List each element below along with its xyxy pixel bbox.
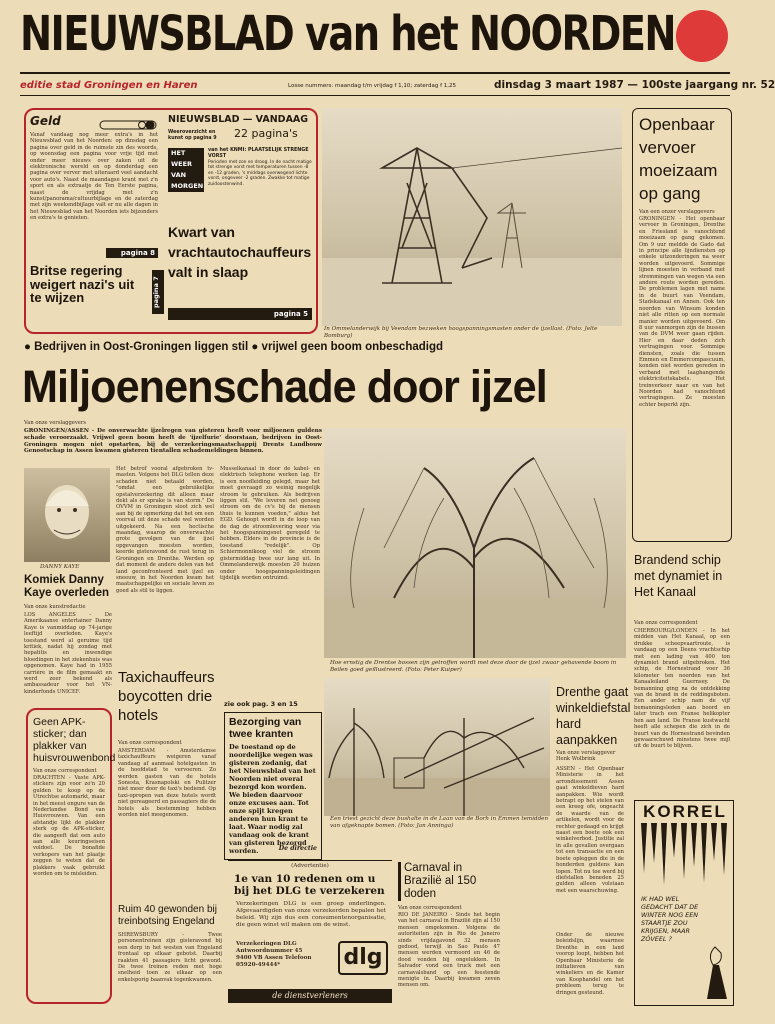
taxi-byline: Van onze correspondent	[118, 740, 182, 746]
carnaval-headline: Carnaval in Brazilië al 150 doden	[398, 862, 500, 901]
kwart-headline: Kwart van vrachtautochauffeurs valt in slaap	[168, 224, 312, 280]
vandaag-box	[168, 114, 312, 214]
apk-text: DRACHTEN - Vaste APK-stickers zijn voor zo'n 20 gulden te koop op de Utrechtse automarkt, maar in het meest ongure van de Nederlandse Bond van Huisvrouwen. Van een afstandje lijkt de plakker sterk op de APK-sticker, die aangeeft dat een auto aan alle keuringseisen voldoet. De bonafide verkopers van het plaatje zeggen te weten dat de plakkers vaak gebruikt worden om te misleiden.	[33, 775, 105, 878]
advert-address: Verzekeringen DLG Antwoordnummer 45 9400 VB Assen Telefoon 05920-49444*	[236, 941, 312, 968]
edition-label: editie stad Groningen en Haren	[20, 80, 198, 91]
pylon-illustration	[322, 108, 622, 326]
vandaag-logo-left: NIEUWSBLAD	[168, 114, 240, 125]
lower-photo-caption	[330, 816, 552, 830]
vandaag-logo-right: VANDAAG	[255, 114, 309, 125]
winkel-text: ASSEN - Het Openbaar Ministerie in het arrondissement Assen gaat winkeldieven hard aanpakken. Wie wordt betrapt op het stelen van een kreeg ofe, ongeacht de waarde van de artikelen, wordt voor de rechter gedaagd en krijgt naast een boete ook een winkelverbod. Justitie zal in alle gevallen overgaan tot een transactie en een boete opleggen die in de honderden guldens kan lopen. Tot nu toe werd bij diefstallen beneden 25 gulden alleen volstaan met een waarschuwing.	[556, 766, 624, 894]
masthead-title: NIEUWSBLAD van het NOORDEN	[20, 6, 675, 62]
taxi-text: AMSTERDAM - Amsterdamse taxichauffeurs weigeren vanaf vandaag af aanmaal hotelgasten in de hoofdstad te vervoeren. Zo werden gasten van de hotels Sonesta, Krasnapolski en Pulitzer niet meer door de taxi's bediend. Op taxi-opropen van deze hotels wordt niet gereageerd en passagiers die de hotels als bestemming hebben worden niet meegenomen.	[118, 748, 216, 819]
center-photo-caption	[330, 660, 626, 674]
taxi-ref[interactable]: zie ook pag. 3 en 15	[224, 700, 298, 708]
britse-page-ref: pagina 7	[152, 270, 164, 314]
advert-headline: 1e van 10 redenen om u bij het DLG te verzekeren	[234, 873, 385, 897]
red-sun-mark	[676, 10, 728, 62]
apk-headline: Geen APK-sticker; dan plakker van huisvrouwenbond	[33, 716, 116, 764]
top-caption-credit: (Foto: Jelte Bomburg)	[324, 326, 598, 339]
danny-photo	[24, 468, 110, 562]
advert-tag: (Advertentie)	[291, 863, 329, 869]
kicker-right: vrijwel geen boom onbeschadigd	[261, 341, 444, 353]
date-line: dinsdag 3 maart 1987 — 100ste jaargang nr. 52	[494, 79, 775, 91]
masthead-rule-bottom	[20, 95, 730, 96]
taxi-headline: Taxichauffeurs boycotten drie hotels	[118, 669, 215, 724]
vandaag-logo: NIEUWSBLAD — VANDAAG	[168, 114, 309, 125]
main-byline: Van onze verslaggevers	[24, 420, 87, 426]
kicker-bullet-1: ●	[24, 341, 35, 353]
dlg-logo	[338, 941, 388, 975]
weather-label: HET WEER VAN MORGEN	[168, 148, 204, 192]
danny-headline: Komiek Danny Kaye overleden	[24, 574, 110, 599]
bezorging-signoff: De directie	[278, 845, 317, 852]
bezorging-text: De toestand op de noordelijke wegen was gisteren zodanig, dat het Nieuwsblad van het Noorden niet overal bezorgd kon worden. We bieden daarvoor onze excuses aan. Tot onze spijt kregen anderen hun krant te laat. Waar nodig zal vandaag ook de krant van gisteren bezorgd worden.	[229, 743, 316, 855]
kicker-left: Bedrijven in Oost-Groningen liggen stil	[34, 341, 249, 353]
masthead	[0, 0, 775, 100]
carnaval-text: RIO DE JANEIRO - Sinds het begin van het carnaval in Brazilië zijn al 150 mensen omgekomen. Volgens de autoriteiten zijn in Rio de Janeiro sinds vrijdagavond 32 mensen gedood, terwijl in Sao Paulo 47 mensen werden vermoord en 46 de dood vonden bij ongelukken. In Salvador vond een truck met een carnavalsband op een feestende menigte in. Daarbij kwamen zeven mensen om.	[398, 912, 500, 989]
dlg-advert[interactable]	[228, 860, 392, 1006]
openbaar-byline: Van een onzer verslaggevers	[639, 209, 715, 215]
carnaval-byline: Van onze correspondent	[398, 905, 462, 911]
lower-photo	[324, 678, 550, 816]
winkel-byline: Van onze verslaggever Henk Wolbrink	[556, 750, 616, 763]
carnaval-box	[398, 862, 500, 1006]
korrel-cartoon	[634, 800, 734, 1006]
kwart-teaser[interactable]	[168, 222, 312, 326]
ruim40-headline: Ruim 40 gewonden bij treinbotsing Engeland	[118, 904, 217, 927]
danny-photo-label: DANNY KAYE	[40, 564, 80, 570]
lower-caption-text: Een triest gezicht deze bushalte in de Laan van de Borh in Emmen temidden van afgeknapte bomen.	[330, 816, 549, 829]
openbaar-text: GRONINGEN - Het openbaar vervoer in Groningen, Drenthe en Friesland is vanochtend moeizaam op gang gekomen. Om 9 uur meldde de Gado dat in principe alle lijndiensten op enkele uitzonderingen na weer worden uitgevoerd. Sommige lijnen moesten in verband met stremmingen van wegen via een andere route worden gereden. De problemen lagen met name in de buurt van Veendam, Stadskanaal en Annen. Ook ten noorden van Winsum konden niet alle ritten op een normale manier worden uitgevoerd. Om 8 uur vanmorgen zijn de bussen van de DVM weer gaan rijden. Hier en daar deden zich vertragingen voor. Sommige diensten, zoals die tussen Emmen en Emmercompascuum, konden niet worden gereden in verband met laaghangende elektriciteitskabels. Het treinverkeer naar en van het Noorden had vanochtend vertragingen. Ze moesten echter beperkt zijn.	[639, 216, 725, 408]
geld-text: Vanaf vandaag nog meer extra's in het Nieuwsblad van het Noorden: op dinsdag een pagina over geld in de ruimste zin des woords, op woensdag een pagina voor vrije tijd met onder meer nieuws over zaken uit de elektronische wereld en op donderdag een pagina over verver met uiteraard veel aandacht voor auto's. Naast de maandagse krant met z'n sport en als extraatje de Ten Eerste pagina, naast de vrijdag met z'n kunst/panorama/cultuurbijlage en de zaterdag met zijn weekendbijlage valt er nu alle dagen in het Nieuwsblad van het Noorden iets bijzonders en extra's te genieten.	[30, 132, 158, 222]
danny-text: LOS ANGELES - De Amerikaanse entertainer Danny Kaye is vanmiddag op 74-jarige leeftijd overleden. Kaye's toestand werd al geruime tijd kritiek, nadat hij zondag met hepatitis en inwendige bloedingen in het ziekenhuis was opgenomen. Kaye had in 1955 carrière in de film gemaakt en werd zeer bekend als ambassadeur voor het VN-kinderfonds UNICEF.	[24, 612, 112, 695]
price-line: Losse nummers: maandag t/m vrijdag f 1,10; zaterdag f 1,25	[288, 83, 456, 89]
openbaar-headline: Openbaar vervoer moeizaam op gang	[639, 115, 718, 203]
kicker-bullet-2: ●	[248, 341, 262, 353]
britse-teaser[interactable]	[30, 264, 172, 326]
icicles-drawing	[635, 823, 735, 893]
ruim40-text: SHREWSBURY - Twee personentreinen zijn gisteravond bij een dorp in het westen van Engeland frontaal op elkaar gebotst. Daarbij raakten 41 passagiers licht gewond. De twee treinen reden met hoge snelheid toen ze elkaar op een enkelsporig baanvak tegenkwamen.	[118, 932, 222, 983]
britse-headline: Britse regering weigert nazi's uit te wijzen	[30, 263, 135, 306]
center-caption-text: Hoe ernstig de Drentse bossen zijn getroffen wordt met deze door de ijzel zwaar gehavende boom in Beilen goed geïllustreerd.	[330, 660, 617, 673]
dlg-logo-text: dlg	[343, 945, 383, 970]
apk-box	[26, 708, 116, 1004]
vandaag-pages: 22 pagina's	[234, 127, 298, 140]
advert-text: Verzekeringen DLG is een groep onderlingen. Afgevaardigden van onze verzekerden bepalen het beleid. Wij zijn dus een consumentenorganisatie, die geen winst wil maken om de winst.	[236, 901, 386, 928]
geld-page-ref: pagina 8	[106, 248, 158, 258]
geld-box[interactable]	[30, 114, 160, 262]
center-photo	[324, 428, 626, 658]
top-caption-text: In Ommelanderwijk bij Veendam bezweken hoogspanningsmasten onder de ijzellast.	[324, 326, 565, 332]
top-photo	[322, 108, 622, 326]
bezorging-headline: Bezorging van twee kranten	[229, 716, 302, 740]
korrel-figure	[697, 941, 733, 1003]
kwart-page-ref: pagina 5	[168, 308, 312, 320]
korrel-speech: IK HAD WEL GEDACHT DAT DE WINTER NOG EEN STAARTJE ZOU KRIJGEN, MAAR ZÓVEEL ?	[641, 895, 699, 943]
lower-caption-credit: (Foto: Jan Anninga)	[398, 822, 454, 829]
winkel-headline: Drenthe gaat winkeldiefstal hard aanpakken	[556, 685, 631, 747]
geld-label: Geld	[30, 114, 61, 128]
weather-title: van het KNMI: PLAATSELIJK STRENGE VORST	[208, 148, 309, 159]
openbaar-box	[632, 108, 732, 542]
korrel-title: KORREL	[643, 802, 727, 821]
main-col1: Het betrof vooral afgebroken tv-masten. Volgens het DLG tellen deze schaden niet betaald worden, "omdat een gebruikelijke opstalverzekering dit alleen maar dekt als er sprake is van storm." De OVVM in Groningen sloot zich wel aan bij de opmerking dat het om een voorval uit deze schade wel worden uitgekeerd. Na een hectische maandag, waarop de onverwachte grote gevolgen van de ijzel opgevangen moesten worden, keerde gisteravond de rust terug in Groningen en Drenthe. Werden op dat moment de andere delen van het land geconfronteerd met ijzel en sneeuw, in het Noorden kwam het maatschappelijke en sociale leven zo goed als stil te liggen.	[116, 466, 214, 594]
vandaag-note: Weeroverzicht en kunst op pagina 9	[168, 130, 217, 141]
winkel-text-2: Onder de nieuwe beleidslijn, waarmee Drenthe in een land voorop loopt, hebben het Openbaar Ministerie de initiatieven van winkeliers en de Kamer van Koophandel om het probleem terug te dringen gesteund.	[556, 932, 624, 996]
bezorging-box	[224, 712, 322, 860]
kicker	[24, 341, 624, 353]
brandend-headline: Brandend schip met dynamiet in Het Kanaal	[634, 553, 723, 599]
danny-byline: Van onze kunstredactie	[24, 604, 86, 610]
apk-byline: Van onze correspondent	[33, 768, 97, 774]
advert-tagline: de dienstverleners	[228, 989, 392, 1003]
brandend-byline: Van onze correspondent	[634, 620, 698, 626]
brandend-text: CHERBOURG/LONDEN - In het midden van Het Kanaal, op een drukke scheepvaartroute, is vandaag op een Deens vrachtschip met een lading van 400 ton dynamiet brand uitgebroken. Het schip, de Hornestrand voer 36 kilometer ten noorden van het Kanaaleiland Guernsey. De bemanning ging na de ontdekking van de brand in de reddingsboten. Een ander schip nam de vijf bemanningsleden aan boord en later trach een Franse helikopter hen aan land. De Franse kustwacht heeft alle schepen die zich in de buurt van de Hornestrand bevinden gewaarschuwd minstens twee mijl uit de buurt te blijven.	[634, 628, 730, 750]
top-photo-caption	[324, 326, 622, 338]
masthead-rule	[20, 72, 730, 74]
main-lead: GRONINGEN/ASSEN - De onverwachte ijzelregen van gisteren heeft voor miljoenen guldens schade veroorzaakt. Vrijwel geen boom heeft de 'ijzelfurie' doorstaan, bedrijven in Oost-Groningen mogen niet opstarten, bij de verzekeringsmaatschappij Drents Landbouw Genootschap in Assen kwamen gisteren tientallen schademeldingen binnen.	[24, 428, 322, 455]
main-col2: Musselkanaal in door de kabel- en elektrisch telephone werken lag. Er is een noodleiding gelegd, maar het moet gevraagd zo weinig mogelijk stroom te gebruiken. Als bedrijven liggen stil. "We leveren net genoeg stroom om de cv's bij de mensen thuis te kunnen voeden," aldus het EGD. Gehoopt wordt in de loop van de dag de stroomlevering weer via het hoogspanningsnet geregeld te hebben. Elders in de provincie is de toestand "redelijk". Op Schiermonnikoog viel de stroom gistermiddag twee uur lang uit. In Ommelanderwijk moesten 20 huizen onder hoogspanningsleidingen tijdelijk worden ontruimd.	[220, 466, 320, 581]
coins-icon	[100, 116, 158, 128]
center-caption-credit: (Foto: Peter Kuiper)	[405, 666, 462, 673]
main-headline: Miljoenenschade door ijzel	[22, 361, 547, 412]
weather-text: Perioden met zon en droog. In de nacht matige tot strenge vorst met temperaturen tussen -8 en -12 graden, 's middags overwegend lichte vorst, ongeveer -2 graden. Zwakke tot matige zuidoostenwind.	[208, 160, 312, 187]
